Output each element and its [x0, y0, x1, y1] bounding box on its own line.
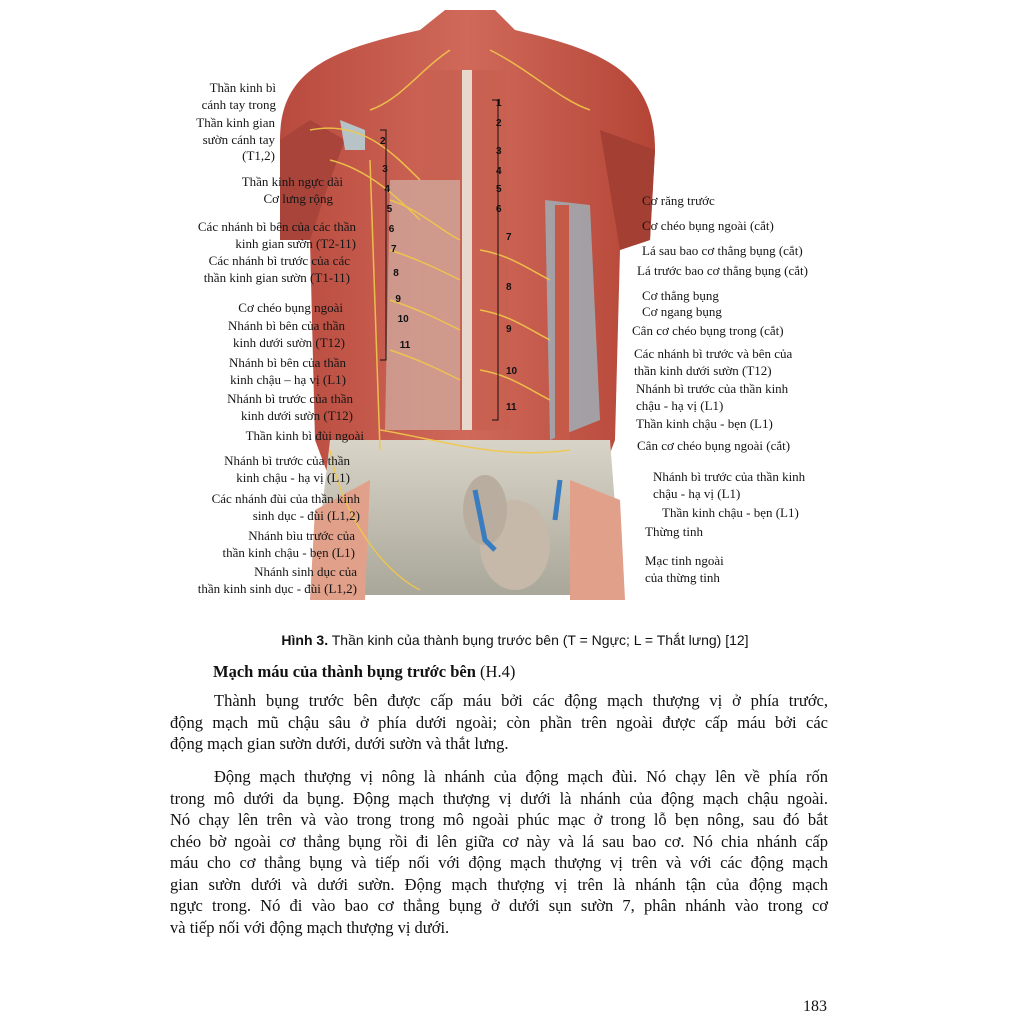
label-line: Nhánh bì trước của thần: [227, 391, 353, 406]
section-heading: [213, 662, 515, 682]
left-figure-label: [238, 300, 343, 317]
rib-number: 5: [496, 184, 502, 195]
label-line: Cơ răng trước: [642, 193, 715, 208]
left-figure-label: [223, 528, 355, 561]
label-line: kinh gian sườn (T2-11): [235, 235, 356, 251]
rib-number: 7: [506, 232, 512, 243]
right-figure-label: [653, 469, 805, 502]
right-figure-label: [636, 381, 788, 414]
label-line: Các nhánh bì bên của các thần: [197, 219, 356, 234]
left-figure-label: [229, 355, 346, 388]
right-figure-label: [637, 263, 808, 280]
label-line: Cân cơ chéo bụng trong (cắt): [632, 323, 784, 338]
label-line: Nhánh bì trước của thần kinh: [636, 381, 789, 396]
left-figure-label: [202, 80, 276, 113]
right-figure-label: [642, 304, 722, 321]
label-line: sườn cánh tay: [202, 131, 275, 147]
paragraph-line: động mạch gian sườn dưới, dưới sườn và thắt lưng.: [170, 734, 509, 753]
rib-number: 11: [506, 402, 517, 413]
label-line: thần kinh dưới sườn (T12): [634, 362, 772, 378]
right-figure-label: [634, 346, 792, 379]
rib-number: 8: [506, 282, 512, 293]
rib-number: 6: [496, 204, 502, 215]
label-line: (T1,2): [242, 148, 275, 163]
paragraph-line: máu cho cơ thẳng bụng và tiếp nối với động mạch thượng vị trên và với các động mạch: [170, 853, 828, 872]
rib-number: 3: [382, 164, 388, 175]
label-line: Nhánh bìu trước của: [248, 528, 355, 543]
left-figure-label: [246, 428, 364, 445]
rib-number: 11: [399, 340, 411, 351]
rib-number: 6: [388, 224, 395, 235]
page-number: 183: [803, 998, 827, 1015]
right-figure-label: [645, 524, 703, 541]
label-line: Thần kinh gian: [196, 115, 275, 130]
label-line: Các nhánh bì trước và bên của: [634, 346, 793, 361]
left-figure-label: [227, 391, 353, 424]
paragraph-line: trong mô dưới da bụng. Động mạch thượng vị dưới là nhánh của động mạch chậu ngoài.: [170, 788, 828, 808]
label-line: Thần kinh ngực dài: [241, 174, 343, 189]
left-figure-label: [242, 174, 343, 191]
paragraph-line: động mạch mũ chậu sâu ở phía dưới ngoài; còn phần trên ngoài được cấp máu bởi các: [170, 712, 828, 732]
label-line: Thần kinh chậu - bẹn (L1): [662, 505, 799, 520]
paragraph: [170, 690, 828, 755]
rib-number: 10: [506, 366, 518, 377]
paragraph-line: Thành bụng trước bên được cấp máu bởi các động mạch thượng vị ở phía trước,: [214, 691, 828, 710]
label-line: thần kinh sinh dục - đùi (L1,2): [197, 580, 357, 596]
label-line: Nhánh bì trước của thần kinh: [653, 469, 806, 484]
paragraph-line: và tiếp nối với động mạch thượng vị dưới.: [170, 917, 450, 937]
caption-prefix: Hình 3.: [281, 632, 329, 648]
label-line: Nhánh bì bên của thần: [229, 355, 346, 370]
right-figure-label: [642, 288, 719, 305]
heading-title: Mạch máu của thành bụng trước bên: [213, 662, 476, 681]
rib-number: 4: [384, 184, 390, 195]
label-line: Cơ chéo bụng ngoài (cắt): [642, 218, 774, 233]
paragraph-line: gian sườn dưới và dưới sườn. Động mạch thượng vị trên là nhánh tận của động mạch: [170, 874, 828, 894]
rib-number: 2: [380, 136, 386, 147]
right-figure-label: [645, 553, 724, 586]
label-line: Mạc tinh ngoài: [645, 553, 724, 568]
label-line: Cơ thẳng bụng: [642, 288, 719, 303]
left-figure-label: [198, 219, 356, 252]
label-line: Cơ ngang bụng: [642, 304, 722, 319]
label-line: Các nhánh đùi của thần kinh: [211, 491, 360, 506]
left-figure-label: [212, 491, 360, 524]
label-line: của thừng tinh: [645, 569, 720, 585]
left-figure-label: [204, 253, 350, 286]
rib-number: 2: [496, 118, 502, 129]
rib-number: 9: [506, 324, 512, 335]
label-line: Thần kinh bì đùi ngoài: [245, 428, 364, 443]
label-line: Cơ chéo bụng ngoài: [238, 300, 343, 315]
left-figure-label: [224, 453, 350, 486]
right-figure-label: [636, 416, 773, 433]
rib-number: 8: [393, 268, 399, 279]
right-figure-label: [637, 438, 790, 455]
label-line: Thần kinh bì: [209, 80, 276, 95]
label-line: chậu - hạ vị (L1): [636, 397, 724, 413]
rib-number: 3: [496, 146, 502, 157]
right-figure-label: [642, 218, 774, 235]
left-figure-label: [228, 318, 345, 351]
label-line: Nhánh sinh dục của: [254, 564, 357, 579]
label-line: kinh dưới sườn (T12): [233, 334, 345, 350]
figure-caption: [0, 632, 1024, 648]
label-line: Nhánh bì trước của thần: [224, 453, 350, 468]
label-line: Cân cơ chéo bụng ngoài (cắt): [637, 438, 791, 453]
right-figure-label: [632, 323, 784, 340]
right-figure-label: [642, 243, 803, 260]
rib-number: 9: [395, 294, 401, 305]
label-line: kinh chậu - hạ vị (L1): [236, 469, 350, 485]
label-line: Lá trước bao cơ thẳng bụng (cắt): [637, 263, 808, 278]
paragraph-line: chéo bờ ngoài cơ thẳng bụng rồi đi lên giữa cơ này và lá sau bao cơ. Nó chia nhánh cấp: [170, 831, 828, 851]
label-line: chậu - hạ vị (L1): [653, 485, 741, 501]
label-line: cánh tay trong: [201, 96, 276, 112]
label-line: sinh dục - đùi (L1,2): [252, 507, 360, 523]
left-figure-label: [263, 191, 333, 208]
right-figure-label: [642, 193, 715, 210]
left-figure-label: [198, 564, 357, 597]
rib-number: 1: [496, 98, 502, 109]
right-figure-label: [662, 505, 799, 522]
rib-number: 5: [386, 204, 393, 215]
paragraph: [170, 766, 828, 938]
label-line: Thần kinh chậu - bẹn (L1): [636, 416, 773, 431]
label-line: thần kinh chậu - bẹn (L1): [222, 544, 355, 560]
label-line: Các nhánh bì trước của các: [208, 253, 350, 268]
caption-text: Thần kinh của thành bụng trước bên (T = Ngực; L = Thắt lưng) [12]: [328, 632, 749, 648]
rib-number: 7: [391, 244, 397, 255]
label-line: kinh dưới sườn (T12): [241, 407, 353, 423]
paragraph-line: Nó chạy lên trên và vào trong trong mô ngoài phúc mạc ở trong lỗ bẹn nông, sau đó bắt: [170, 810, 828, 829]
label-line: thần kinh gian sườn (T1-11): [203, 269, 350, 285]
paragraph-line: Động mạch thượng vị nông là nhánh của động mạch đùi. Nó chạy lên về phía rốn: [214, 767, 828, 786]
rib-number: 4: [496, 166, 502, 177]
label-line: kinh chậu – hạ vị (L1): [230, 371, 346, 387]
heading-ref: (H.4): [475, 662, 516, 681]
left-figure-label: [196, 115, 275, 165]
label-line: Lá sau bao cơ thẳng bụng (cắt): [642, 243, 803, 258]
paragraph-line: ngực trong. Nó đi vào bao cơ thẳng bụng ở dưới sụn sườn 7, phân nhánh vào trong cơ: [170, 896, 828, 915]
label-line: Nhánh bì bên của thần: [228, 318, 345, 333]
rib-number: 10: [397, 314, 409, 325]
label-line: Cơ lưng rộng: [263, 191, 333, 206]
label-line: Thừng tinh: [645, 524, 703, 539]
